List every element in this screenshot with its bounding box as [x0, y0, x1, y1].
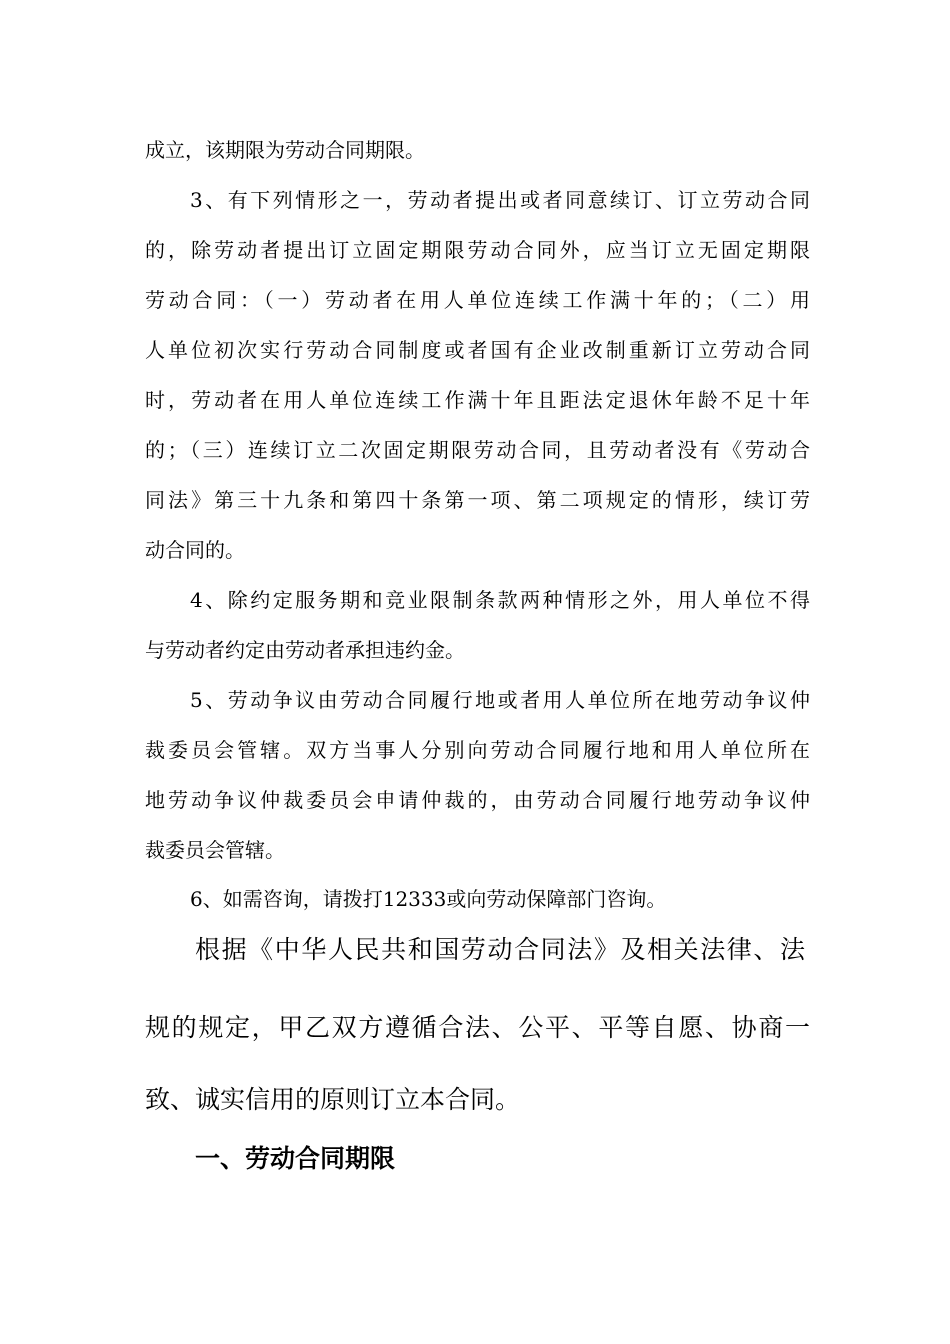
- text-line: 时，劳动者在用人单位连续工作满十年且距法定退休年龄不足十年: [145, 388, 810, 412]
- text-line: 的，除劳动者提出订立固定期限劳动合同外，应当订立无固定期限: [145, 238, 810, 262]
- text-line: 动合同的。: [145, 538, 245, 562]
- text-line: 4、除约定服务期和竞业限制条款两种情形之外，用人单位不得: [190, 588, 810, 612]
- text-line: 的；（三）连续订立二次固定期限劳动合同，且劳动者没有《劳动合: [145, 438, 810, 462]
- text-line: 6、如需咨询，请拨打12333或向劳动保障部门咨询。: [190, 887, 667, 911]
- text-line: 同法》第三十九条和第四十条第一项、第二项规定的情形，续订劳: [145, 488, 810, 512]
- text-line: 地劳动争议仲裁委员会申请仲裁的，由劳动合同履行地劳动争议仲: [145, 788, 810, 812]
- preamble-line: 规的规定，甲乙双方遵循合法、公平、平等自愿、协商一: [145, 1013, 810, 1042]
- text-line: 5、劳动争议由劳动合同履行地或者用人单位所在地劳动争议仲: [190, 688, 810, 712]
- text-line: 裁委员会管辖。: [145, 838, 285, 862]
- text-line: 劳动合同：（一）劳动者在用人单位连续工作满十年的；（二）用: [145, 288, 810, 312]
- text-line: 成立，该期限为劳动合同期限。: [145, 138, 425, 162]
- text-line: 3、有下列情形之一，劳动者提出或者同意续订、订立劳动合同: [190, 188, 810, 212]
- section-heading: 一、劳动合同期限: [195, 1144, 396, 1173]
- text-line: 裁委员会管辖。双方当事人分别向劳动合同履行地和用人单位所在: [145, 738, 810, 762]
- text-line: 与劳动者约定由劳动者承担违约金。: [145, 638, 465, 662]
- preamble-line: 根据《中华人民共和国劳动合同法》及相关法律、法: [195, 935, 805, 964]
- text-line: 人单位初次实行劳动合同制度或者国有企业改制重新订立劳动合同: [145, 338, 810, 362]
- preamble-line: 致、诚实信用的原则订立本合同。: [145, 1085, 521, 1114]
